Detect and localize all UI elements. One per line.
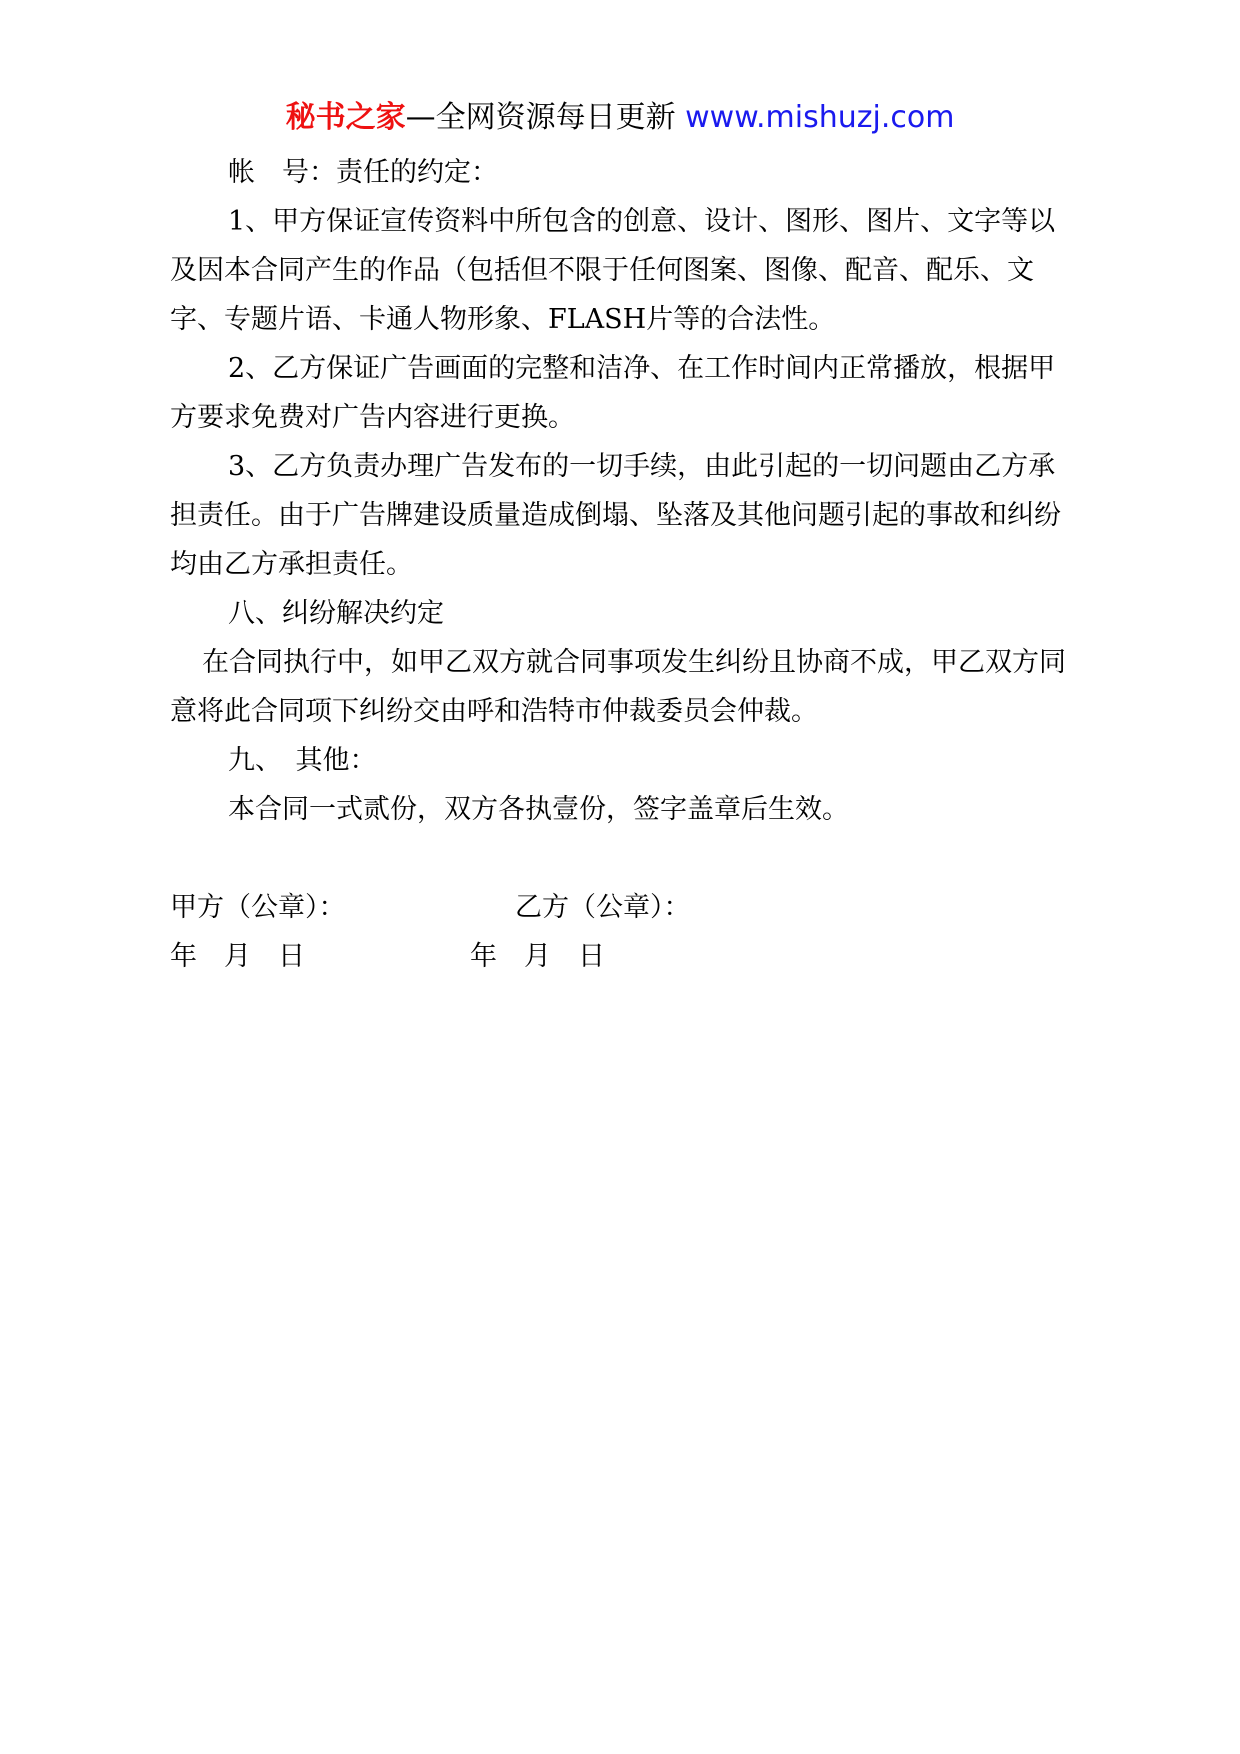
signature-dates-row: [170, 932, 1075, 981]
clause-1: 1、甲方保证宣传资料中所包含的创意、设计、图形、图片、文字等以及因本合同产生的作品（包括但不限于任何图案、图像、配音、配乐、文字、专题片语、卡通人物形象、FLASH片等的合法性。: [170, 206, 1056, 335]
clause-3: 3、乙方负责办理广告发布的一切手续，由此引起的一切问题由乙方承担责任。由于广告牌建设质量造成倒塌、坠落及其他问题引起的事故和纠纷均由乙方承担责任。: [170, 451, 1061, 580]
site-url-link[interactable]: www.mishuzj.com: [685, 100, 955, 135]
header-tagline: —全网资源每日更新: [405, 100, 676, 135]
section-9-text: 本合同一式贰份，双方各执壹份，签字盖章后生效。: [228, 794, 849, 825]
brand-name: 秘书之家: [285, 100, 406, 135]
section-8-title: 八、纠纷解决约定: [228, 598, 444, 629]
section-8-text: 在合同执行中，如甲乙双方就合同事项发生纠纷且协商不成，甲乙双方同意将此合同项下纠纷交由呼和浩特市仲裁委员会仲裁。: [170, 647, 1066, 727]
spacer: [170, 834, 1075, 883]
party-a-date: 年 月 日: [170, 941, 305, 972]
contract-body: [170, 148, 1075, 981]
account-line: 帐 号：责任的约定：: [228, 157, 498, 188]
section-9-title: 九、 其他：: [228, 745, 377, 776]
party-b-seal-label: 乙方（公章）：: [515, 892, 691, 923]
party-b-date: 年 月 日: [470, 941, 605, 972]
party-a-seal-label: 甲方（公章）：: [170, 892, 346, 923]
clause-2: 2、乙方保证广告画面的完整和洁净、在工作时间内正常播放，根据甲方要求免费对广告内容进行更换。: [170, 353, 1056, 433]
signature-labels-row: [170, 883, 1075, 932]
site-header: [0, 98, 1240, 138]
